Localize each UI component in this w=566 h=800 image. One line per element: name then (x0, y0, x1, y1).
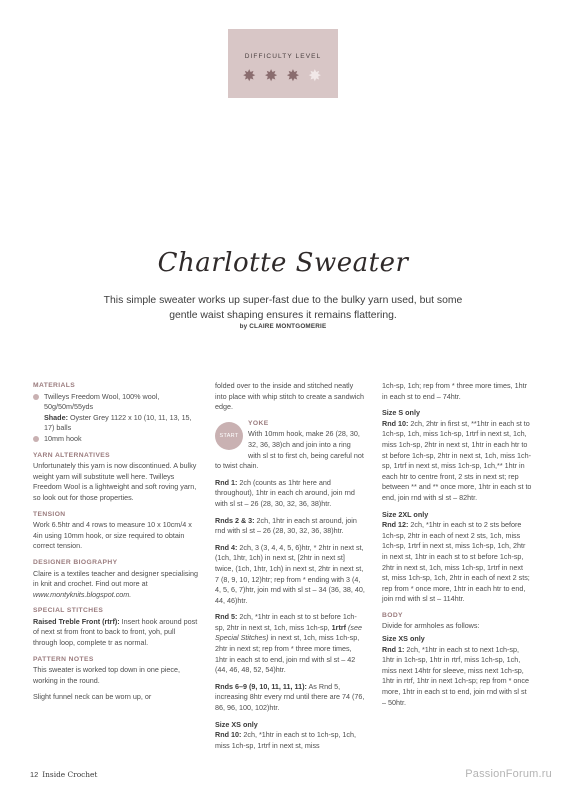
stitch-text: Insert hook around post of next st from front to back to front, yoh, pull through loop, complete tr as normal. (33, 616, 198, 648)
body-heading: BODY (382, 611, 403, 619)
rnd-label: Rnds 6–9 (9, 10, 11, 11, 11): (215, 681, 307, 691)
designer-bio-heading: DESIGNER BIOGRAPHY (33, 558, 118, 566)
rnds-6-9 (215, 682, 365, 714)
column-2 (215, 381, 365, 757)
pattern-title: Charlotte Sweater (157, 248, 409, 278)
rnds-2-3 (215, 516, 365, 537)
rnd-label: Rnd 10: (382, 418, 409, 428)
rnd-text: 2ch (counts as 1htr here and throughout), 1htr in each ch around, join rnd with sl st – 26 (28, 30, 32, 36, 38)htr. (215, 477, 355, 508)
rnd-text: As Rnd 5, increasing 8htr every rnd until there are 74 (76, 86, 96, 100, 102)htr. (215, 681, 365, 713)
rnd-text: 2ch, *1htr in each st to 1ch-sp, 1ch, miss 1ch-sp, 1rtrf in next st, miss (215, 730, 357, 750)
tension-text: Work 6.5htr and 4 rows to measure 10 x 10cm/4 x 4in using 10mm hook, or size required to obtain correct tension. (33, 520, 192, 551)
size-2xl-heading: Size 2XL only (382, 509, 429, 519)
byline: by CLAIRE MONTGOMERIE (239, 323, 327, 330)
rnd-label: Rnd 5: (215, 612, 238, 622)
yoke-heading: YOKE (248, 419, 269, 427)
materials-hook: 10mm hook (44, 433, 82, 443)
difficulty-star-icon: ✸ (286, 68, 302, 85)
difficulty-label: DIFFICULTY LEVEL (244, 53, 322, 60)
special-stitches-heading: SPECIAL STITCHES (33, 607, 104, 615)
xs-body-rnd-1 (382, 645, 532, 709)
special-stitches (33, 617, 198, 649)
page-number: 12 (30, 770, 39, 779)
pattern-notes-p2: Slight funnel neck can be worn up, or (33, 692, 152, 702)
page-footer (30, 770, 97, 779)
s-rnd-10 (382, 419, 532, 504)
start-badge: START (215, 422, 243, 450)
materials-yarn: Twilleys Freedom Wool, 100% wool, 50g/50m/55yds (44, 391, 160, 412)
rnd-1 (215, 478, 365, 510)
rnd-text: 2ch, 3 (3, 4, 4, 5, 6)htr, * 2htr in next st, (1ch, 1htr, 1ch) in next st, [2htr in next st] twice, (1ch, 1htr, 1ch) in next st, 2htr in next st, 7 (8, 9, 10, 12)htr; rep from * ending with 3 (4, 4, 5, 6, 7)htr, join rnd with sl st – 34 (36, 38, 40, 44, 46)htr. (215, 542, 365, 605)
rnd-label: Rnd 10: (215, 730, 242, 740)
difficulty-star-icon: ✸ (242, 68, 258, 85)
rnd-text: in next st, 1ch, miss 1ch-sp, 2htr in next st; rep from * three more times, 1htr in each st to end, join rnd with sl st – 42 (44, 46, 48, 52, 54)htr. (215, 633, 360, 675)
yarn-alternatives-heading: YARN ALTERNATIVES (33, 451, 111, 459)
bio-text: Claire is a textiles teacher and designer specialising in knit and crochet. Find out more at (33, 568, 199, 589)
rnd-label: Rnd 1: (215, 477, 238, 487)
difficulty-box (228, 29, 338, 98)
yarn-alternatives-text: Unfortunately this yarn is now discontinued. A bulky weight yarn will substitute well here. Twilleys Freedom Wool is a lightweight and soft roving yarn, so look out for those properties. (33, 461, 197, 502)
bullet-icon (33, 394, 39, 400)
rnd-label: Rnds 2 & 3: (215, 515, 255, 525)
difficulty-stars (228, 69, 338, 85)
rnd-text: 2ch, *1htr in each st to st before 1ch-sp, 2htr in next st, 1ch, miss 1ch-sp, (215, 612, 357, 632)
col2-intro: folded over to the inside and stitched neatly into place with whip stitch to create a sandwich edge. (215, 381, 365, 412)
designer-bio (33, 569, 198, 601)
column-1 (33, 381, 198, 709)
rnd-note: (see Special Stitches) (215, 622, 363, 643)
body-text: Divide for armholes as follows: (382, 621, 480, 631)
tension-heading: TENSION (33, 510, 66, 518)
column-3 (382, 381, 532, 714)
size-s-heading: Size S only (382, 408, 420, 418)
pattern-notes-p1: This sweater is worked top down in one piece, working in the round. (33, 665, 181, 685)
rnd-text: 2ch, *1htr in each st to next 1ch-sp, 1htr in 1ch-sp, 1htr in rtrf, miss 1ch-sp, 1ch, miss next 14htr for sleeve, miss next 1ch-sp, 1htr in rtrf, 1htr in next 1ch-sp; rep from * once more, 1htr in each st to end, join rnd with sl st – 50htr. (382, 644, 530, 707)
size-xs-heading: Size XS only (215, 719, 258, 729)
rnd-text: 2ch, 1htr in each st around, join rnd with sl st – 26 (28, 30, 32, 36, 38)htr. (215, 515, 357, 536)
designer-link[interactable]: www.montyknits.blogspot.com. (33, 589, 132, 599)
rnd-text: 2ch, 2htr in first st, **1htr in each st to 1ch-sp, 1ch, miss 1ch-sp, 1rtrf in next st, 1ch, miss 1ch-sp, 2htr in next st, 1htr in each htr to st before 1ch-sp, 2htr in next st, 1ch, miss 1ch-sp, 1rtrf in next st, miss 1ch-sp, 1ch,** 1htr in each htr to centre front, 2 sts in next st; rep between ** and ** once more, 1htr in each st to end, join rnd with sl st – 82htr. (382, 418, 532, 502)
watermark: PassionForum.ru (465, 768, 552, 780)
publication-name: Inside Crochet (42, 770, 98, 779)
materials-item (33, 434, 198, 445)
shade-text: Oyster Grey 1122 x 10 (10, 11, 13, 15, 17) balls (44, 412, 192, 433)
xs-rnd-10 (215, 730, 365, 751)
rnd-label: Rnd 4: (215, 542, 238, 552)
xxl-rnd-12 (382, 520, 532, 605)
materials-heading: MATERIALS (33, 382, 76, 389)
materials-item (33, 392, 198, 434)
rnd-label: Rnd 12: (382, 520, 409, 530)
col3-intro: 1ch-sp, 1ch; rep from * three more times, 1htr in each st to end – 74htr. (382, 381, 528, 401)
rnd-label: Rnd 1: (382, 644, 405, 654)
difficulty-star-icon: ✸ (264, 68, 280, 85)
bullet-icon (33, 436, 39, 442)
yoke-text: With 10mm hook, make 26 (28, 30, 32, 36, 38)ch and join into a ring with sl st to first ch, being careful not to twist chain. (215, 429, 364, 471)
rnd-stitch: 1rtrf (331, 622, 347, 632)
difficulty-star-empty-icon: ✸ (308, 68, 324, 85)
rnd-5 (215, 612, 365, 676)
standfirst: This simple sweater works up super-fast due to the bulky yarn used, but some gentle waist shaping ensures it remains flattering. (103, 295, 463, 321)
rnd-4 (215, 543, 365, 607)
rnd-text: 2ch, *1htr in each st to 2 sts before 1ch-sp, 2htr in each of next 2 sts, 1ch, miss 1ch-sp, 1rtrf in next st, miss 1ch-sp, 1ch, 2htr in next st, 1htr in each st to st before 1ch-sp, 2htr in next st, 1ch, miss 1ch-sp, 1rtrf in next st, miss 1ch-sp, 1ch, 2htr in each of next 2 sts; rep from * once more, 1htr in each htr to end, join rnd with sl st – 114htr. (382, 520, 530, 604)
stitch-term: Raised Treble Front (rtrf): (33, 616, 120, 626)
shade-label: Shade: (44, 412, 68, 422)
size-xs-body-heading: Size XS only (382, 634, 425, 644)
pattern-notes-heading: PATTERN NOTES (33, 655, 94, 663)
